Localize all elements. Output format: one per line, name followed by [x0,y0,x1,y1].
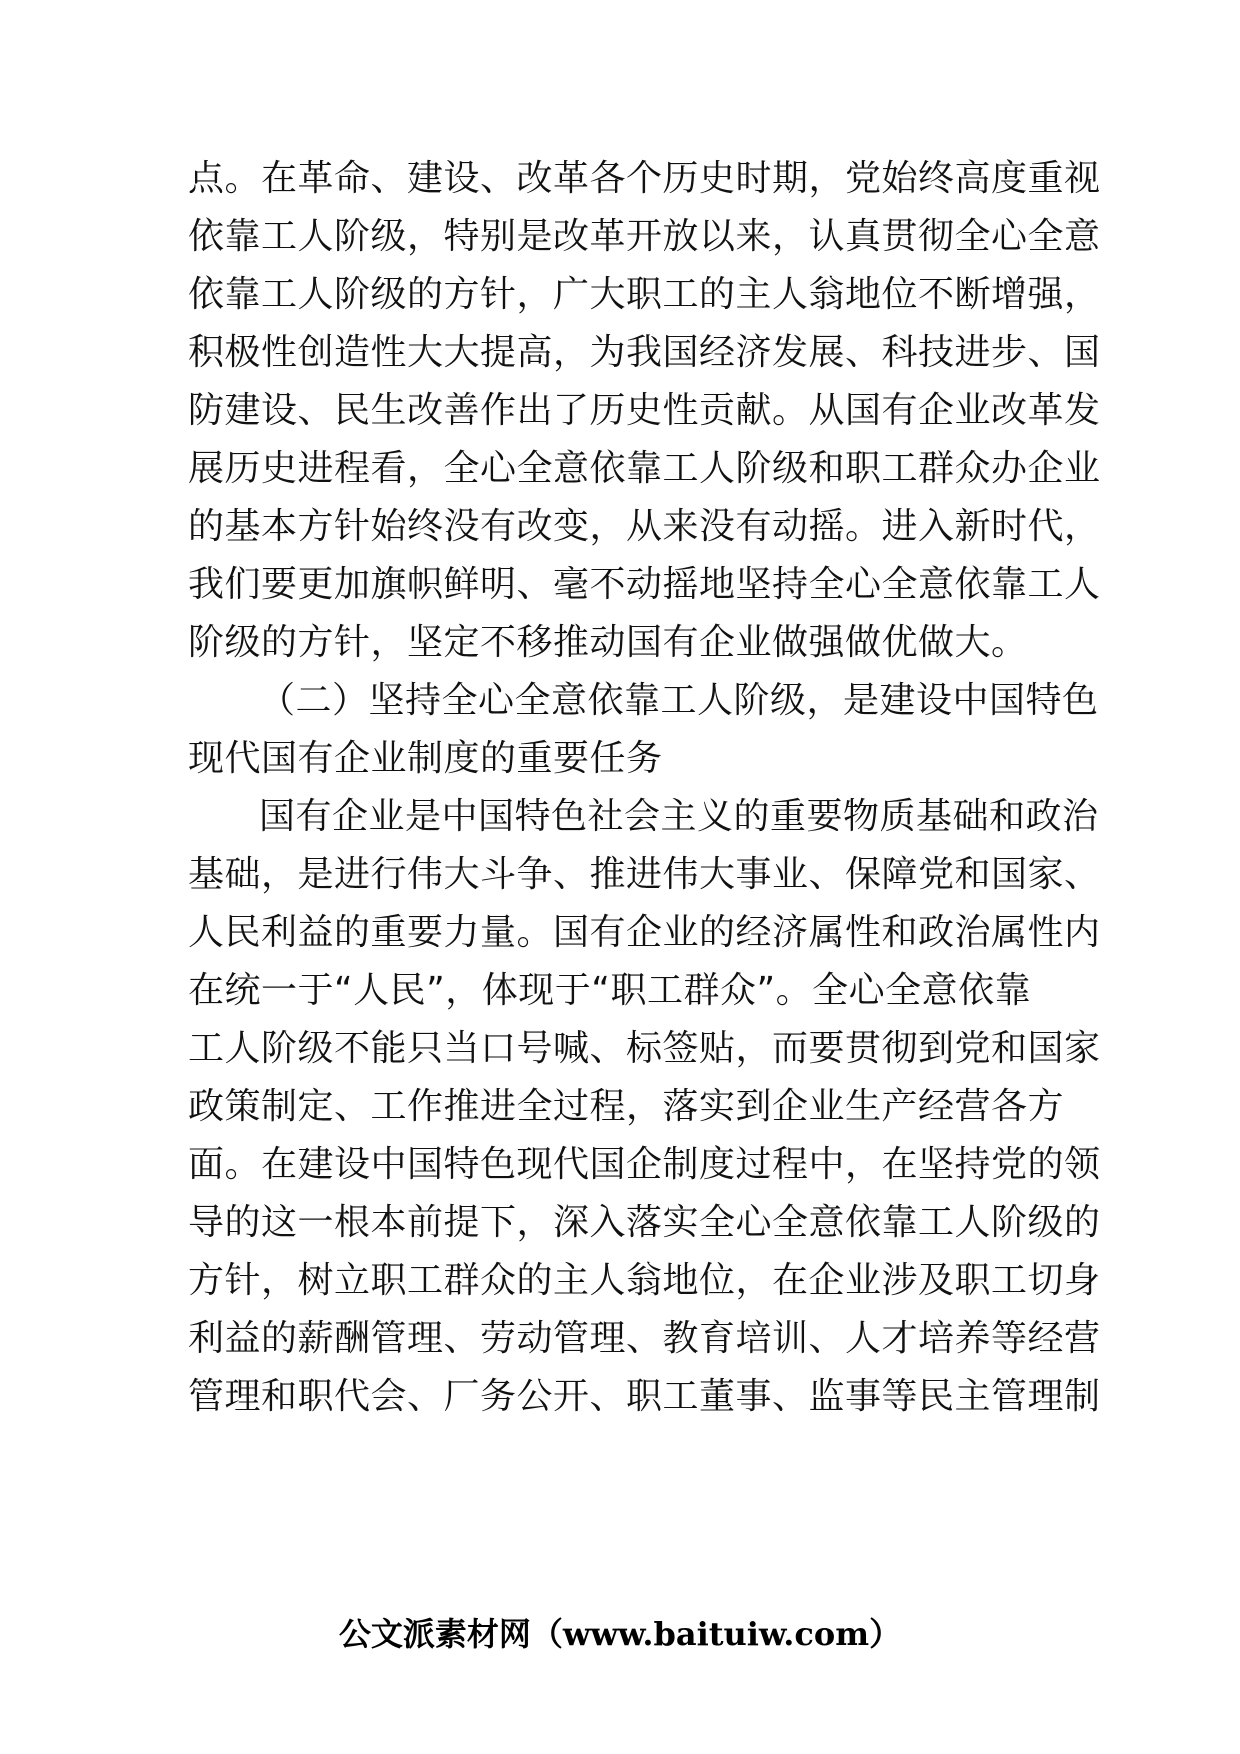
body-text-line: 面。在建设中国特色现代国企制度过程中，在坚持党的领 [188,1144,1101,1185]
body-text-line: 工人阶级不能只当口号喊、标签贴，而要贯彻到党和国家 [188,1028,1101,1069]
body-text-line: 基础，是进行伟大斗争、推进伟大事业、保障党和国家、 [188,854,1101,895]
body-text-line: 我们要更加旗帜鲜明、毫不动摇地坚持全心全意依靠工人 [188,564,1101,605]
body-text-line: 阶级的方针，坚定不移推动国有企业做强做优做大。 [188,622,1028,663]
body-text-line: 展历史进程看，全心全意依靠工人阶级和职工群众办企业 [188,448,1101,489]
section-heading-line: （二）坚持全心全意依靠工人阶级，是建设中国特色 [259,680,1099,721]
body-text-line: 点。在革命、建设、改革各个历史时期，党始终高度重视 [188,158,1101,199]
body-text-line: 在统一于“人民”，体现于“职工群众”。全心全意依靠 [188,970,1032,1011]
body-text-line: 的基本方针始终没有改变，从来没有动摇。进入新时代， [188,506,1101,547]
section-heading-line: 现代国有企业制度的重要任务 [188,738,663,779]
body-text-line: 防建设、民生改善作出了历史性贡献。从国有企业改革发 [188,390,1101,431]
body-text-line: 导的这一根本前提下，深入落实全心全意依靠工人阶级的 [188,1202,1101,1243]
footer-source: 公文派素材网（www.baituiw.com） [338,1615,902,1653]
body-text-line: 依靠工人阶级的方针，广大职工的主人翁地位不断增强， [188,274,1101,315]
body-text-line: 积极性创造性大大提高，为我国经济发展、科技进步、国 [188,332,1101,373]
body-text-line: 管理和职代会、厂务公开、职工董事、监事等民主管理制 [188,1376,1101,1417]
body-text-line: 依靠工人阶级，特别是改革开放以来，认真贯彻全心全意 [188,216,1101,257]
body-text-line: 利益的薪酬管理、劳动管理、教育培训、人才培养等经营 [188,1318,1101,1359]
body-text-line: 人民利益的重要力量。国有企业的经济属性和政治属性内 [188,912,1101,953]
body-text-line: 国有企业是中国特色社会主义的重要物质基础和政治 [259,796,1099,837]
body-text-line: 政策制定、工作推进全过程，落实到企业生产经营各方 [188,1086,1065,1127]
body-text-line: 方针，树立职工群众的主人翁地位，在企业涉及职工切身 [188,1260,1101,1301]
